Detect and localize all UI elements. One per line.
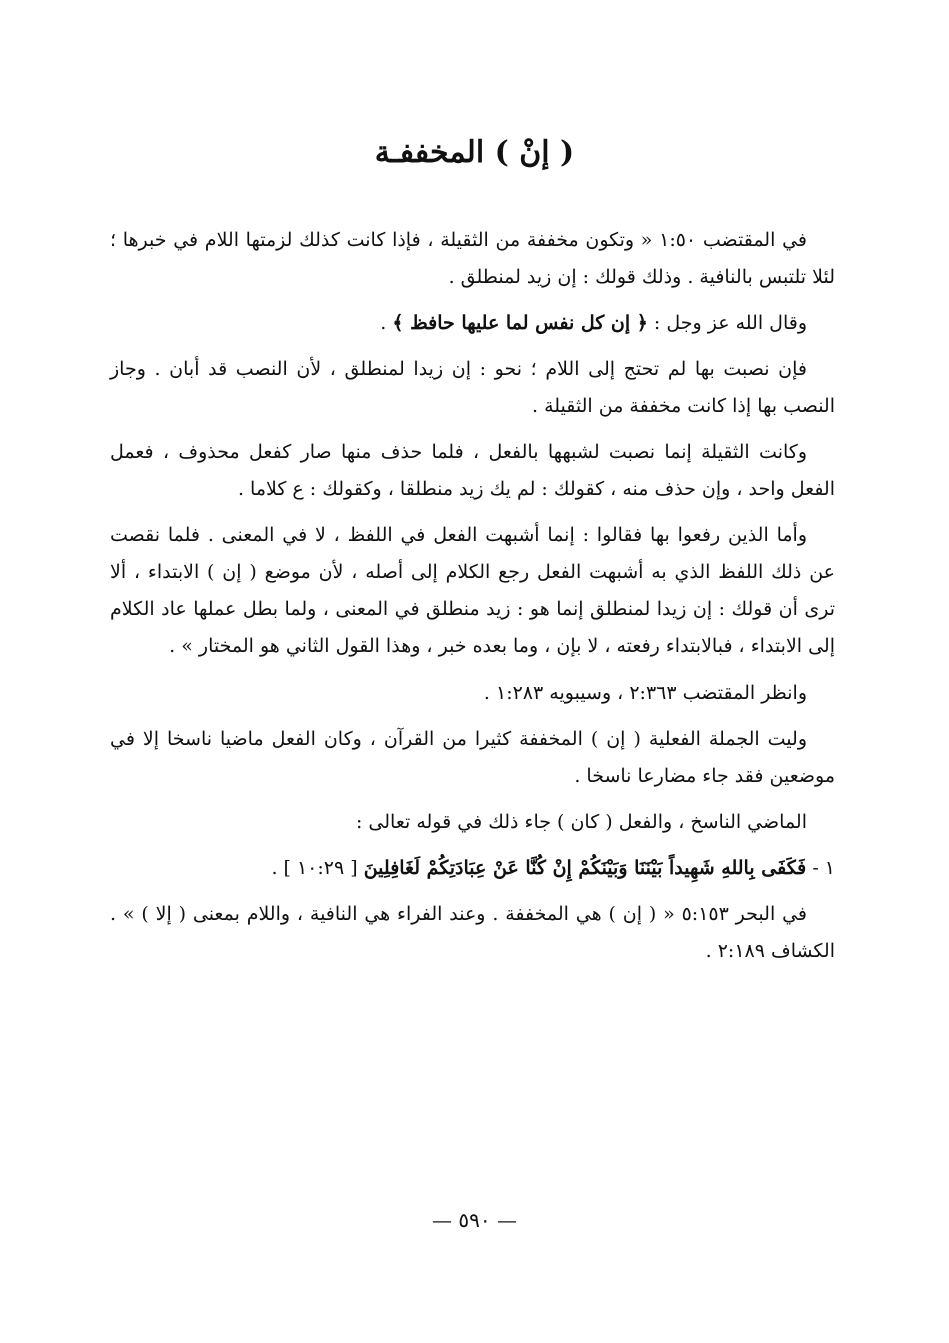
- paragraph-text: وانظر المقتضب ٢:٣٦٣ ، وسيبويه ١:٢٨٣ .: [483, 681, 807, 704]
- paragraph-text: في المقتضب ١:٥٠ « وتكون مخففة من الثقيلة ، فإذا كانت كذلك لزمتها اللام في خبرها ؛ لئلا تلتبس بالنافية . وذلك قولك : إن زيد لمنطلق .: [110, 229, 835, 289]
- paragraph-text: وأما الذين رفعوا بها فقالوا : إنما أشبهت الفعل في اللفظ ، لا في المعنى . فلما نقصت عن ذلك اللفظ الذي به أشبهت الفعل رجع الكلام إلى أصله ، لأن موضع ( إن ) الابتداء ، ألا ترى أن قولك : إن زيدا لمنطلق إنما هو : زيد منطلق في المعنى ، ولما بطل عملها عاد الكلام إلى الابتداء ، فبالابتداء رفعته ، لا بإن ، وما بعده خبر ، وهذا القول الثاني هو المختار » .: [110, 524, 835, 658]
- page-title: ( إنْ ) المخففـة: [374, 135, 575, 170]
- paragraph: [110, 896, 835, 970]
- paragraph-text: الماضي الناسخ ، والفعل ( كان ) جاء ذلك في قوله تعالى :: [355, 810, 807, 833]
- paragraph-text: وليت الجملة الفعلية ( إن ) المخففة كثيرا من القرآن ، وكان الفعل ماضيا ناسخا إلا في موضعين فقد جاء مضارعا ناسخا .: [110, 727, 835, 787]
- paragraph-text: .: [380, 312, 393, 335]
- paragraph-text: [ ١٠:٢٩ ] .: [271, 856, 364, 879]
- paragraph: [110, 804, 835, 841]
- paragraph-text: في البحر ٥:١٥٣ « ( إن ) هي المخففة . وعند الفراء هي النافية ، واللام بمعنى ( إلا ) » . الكشاف ٢:١٨٩ .: [110, 902, 835, 962]
- quran-verse: ﴿ إن كل نفس لما عليها حافظ ﴾: [392, 312, 648, 335]
- paragraph-text: وكانت الثقيلة إنما نصبت لشبهها بالفعل ، فلما حذف منها صار كفعل محذوف ، فعمل الفعل واحد ، وإن حذف منه ، كقولك : لم يك زيد منطلقا ، وكقولك : ع كلاما .: [110, 441, 835, 501]
- paragraph: [110, 721, 835, 795]
- quran-verse: فَكَفَى بِاللهِ شَهِيداً بَيْنَنَا وَبَيْنَكُمْ إِنْ كُنَّا عَنْ عِبَادَتِكُمْ لَغَافِلِينَ: [363, 856, 807, 879]
- paragraph-text: فإن نصبت بها لم تحتج إلى اللام ؛ نحو : إن زيدا لمنطلق ، لأن النصب قد أبان . وجاز النصب بها إذا كانت مخففة من الثقيلة .: [110, 358, 835, 418]
- body-text: [110, 222, 835, 970]
- paragraph-text: ١ -: [806, 856, 835, 879]
- page-number: — ٥٩٠ —: [432, 1208, 517, 1232]
- paragraph: [110, 222, 835, 296]
- paragraph: [110, 850, 835, 887]
- paragraph: [110, 675, 835, 712]
- paragraph: [110, 517, 835, 665]
- paragraph: [110, 434, 835, 508]
- paragraph: [110, 351, 835, 425]
- paragraph: [110, 305, 835, 342]
- paragraph-text: وقال الله عز وجل :: [647, 312, 807, 335]
